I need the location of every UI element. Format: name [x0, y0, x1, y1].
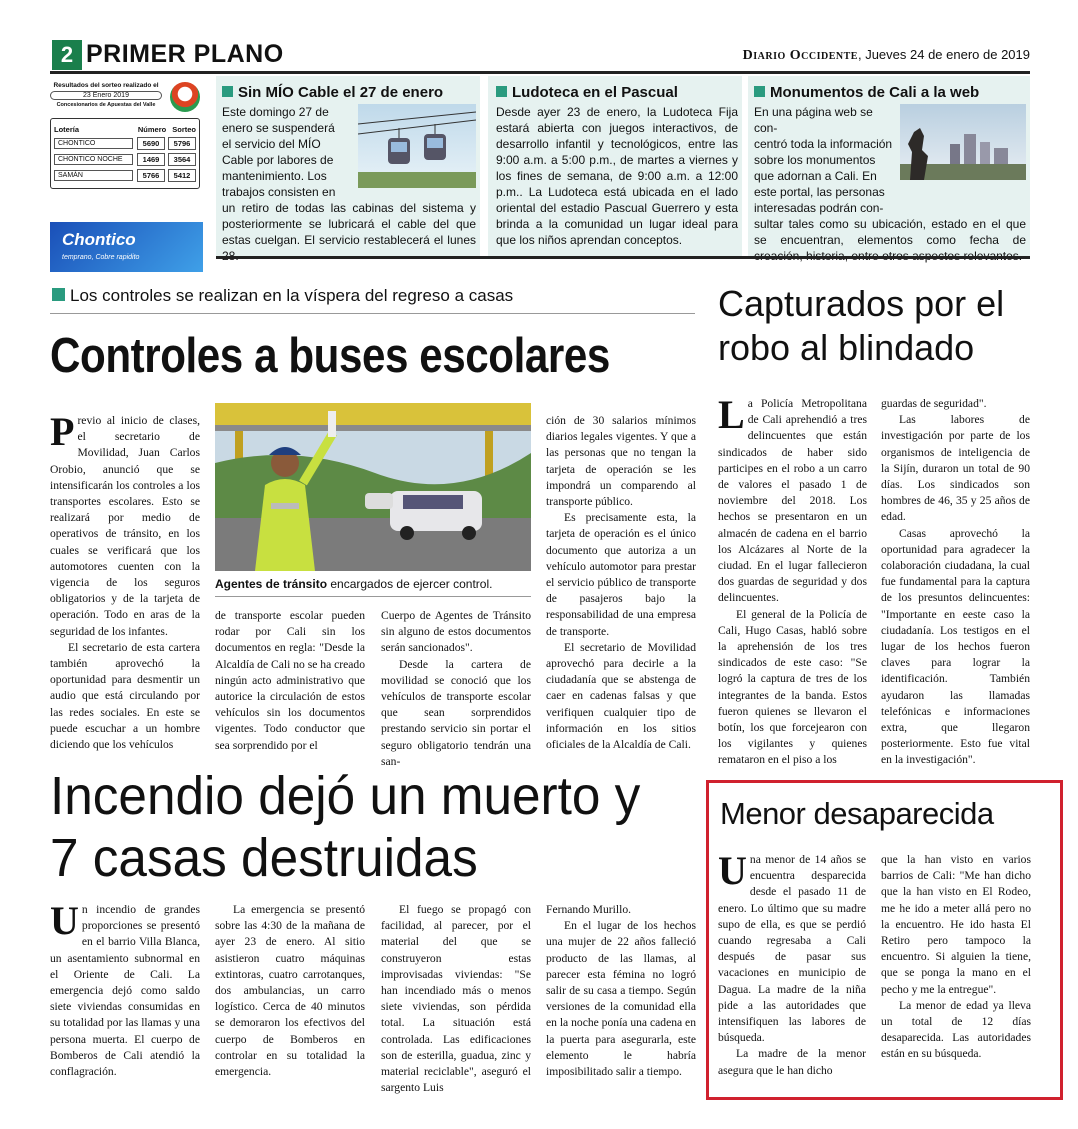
page-number: 2 — [52, 40, 82, 70]
col-numero: Número — [137, 125, 167, 134]
menor-col-2: que la han visto en varios barrios de Cali: "Me han dicho que la han visto en El Rodeo, me he ido a meter allá pero no la encuentro. He ido hasta El Retiro pero tampoco la encuentro. Si alguien la tiene, que se ponga la mano en el pecho y me la entregue". La menor de edad ya lleva un total de 12 días desaparecida. Las autoridades están en su búsqueda. — [881, 853, 1031, 1061]
section-title: PRIMER PLANO — [86, 40, 284, 68]
drop-cap: U — [50, 898, 79, 943]
issue-date: , Jueves 24 de enero de 2019 — [857, 47, 1030, 62]
buses-col-3: Cuerpo de Agentes de Tránsito sin alguno de estos documentos serán sancionados". Desde la cartera de movilidad se conoció que los vehículos de transporte escolar que sean sorprendidos prestando servicio sin portar el seguro obligatorio tendrán una san- — [381, 609, 531, 768]
strip-bottom-rule — [216, 256, 1030, 259]
incendio-col-4: Fernando Murillo. En el lugar de los hechos una mujer de 22 años falleció producto de las llamas, al parecer esta fémina no logró salir de su casa a tiempo. Según versiones de la comunidad ella en la noche ponía una cadena en la puerta para asegurarla, este elemento le habría imposibilitado salir a tiempo. — [546, 903, 696, 1079]
lottery-row: CHONTICO NOCHE 1469 3564 — [54, 153, 196, 166]
lottery-date: 23 Enero 2019 — [50, 91, 162, 100]
ad-brand: Chontico — [62, 230, 136, 249]
buses-col-4: ción de 30 salarios mínimos diarios legales vigentes. Y que a las personas que no tengan la tarjeta de operación se les impondrá un comparendo al transporte público. Es precisamente esta, la tarjeta de operación es el único documento que autoriza a un vehículo automotor para prestar el servicio público de transporte de pasajeros bajo la responsabilidad de una empresa de transporte. El secretario de Movilidad aprovechó para decirle a la ciudadanía que se abstenga de caer en cadenas falsas y que verifiquen cualquier tipo de información en los sitios oficiales de la Alcaldía de Cali. — [546, 414, 696, 752]
lottery-results — [50, 82, 200, 212]
brief-text: Este domingo 27 de enero se suspenderá el servicio del MÍO Cable por labores de mantenimiento. Los trabajos consisten en — [222, 105, 336, 199]
brief-monumentos — [748, 76, 1030, 256]
bullet-square-icon — [222, 86, 233, 97]
drop-cap: U — [718, 848, 747, 893]
bullet-square-icon — [496, 86, 507, 97]
menor-col-1: Una menor de 14 años se encuentra desparecida desde el pasado 11 de enero. Lo último que su madre supo de ella, es que se perdió cuando regresaba a Cali después de pasar sus vacaciones en municipio de Dagua. La madre de la niña pide a las autoridades que intensifiquen las labores de búsqueda. La madre de la menor asegura que le han dicho — [718, 848, 866, 1077]
masthead — [743, 47, 1030, 64]
lottery-row: SAMÁN 5766 5412 — [54, 169, 196, 182]
lottery-org: Concesionarios de Apuestas del Valle — [56, 102, 156, 108]
lottery-table — [50, 118, 200, 189]
chontico-ad[interactable] — [50, 222, 203, 272]
caption-rule — [215, 596, 531, 597]
buses-headline: Controles a buses escolares — [50, 329, 610, 383]
blindado-col-2: guardas de seguridad". Las labores de investigación por parte de los organismos de inteligencia de la Sijín, duraron un total de 90 días. Los sindicados son hombres de 46, 35 y 25 años de edad. Casas aprovechó la oportunidad para agradecer la colaboración ciudadana, la cual fue fundamental para la captura de los presuntos delincuentes: "Importante en eeste caso la ciudadanía. Los testigos en el lugar de los hechos fueron claves para lograr la identificación. También ayudaron las llamadas telefónicas e informaciones extra, que llegaron posteriormente. Esto fue vital en la investigación". — [881, 397, 1030, 767]
brief-title: Monumentos de Cali a la web — [770, 84, 980, 101]
brief-text: En una página web se con- centró toda la información sobre los monumentos que adornan a Cali. En este portal, las personas interesadas podrán con- — [754, 105, 893, 215]
ad-slogan: temprano, Cobre rapidito — [62, 254, 140, 261]
brief-text-cont: un retiro de todas las cabinas del sistema y posteriormente se lubricará el cable del que estas cuelgan. El servicio restablecerá el lunes — [222, 201, 476, 247]
traffic-agent-photo — [215, 403, 531, 571]
brief-text: Desde ayer 23 de enero, la Ludoteca Fija estará abierta con juegos interactivos, de desarrollo infantil y tecnológicos, entre las 9:00 a.m. a 5:00 p.m., de martes a viernes y los fines de semana, de 9:00 a.m. a 12:00 p.m.. La Ludoteca está ubicada en el lado oriental del estadio Pascual Guerrero y esta brinda a la comunidad un lugar ideal para que los niños aprendan conceptos. — [496, 105, 738, 247]
buses-kicker: Los controles se realizan en la víspera del regreso a casas — [52, 286, 513, 306]
buses-col-1: Previo al inicio de clases, el secretario de Movilidad, Juan Carlos Orobio, anunció que se intensificarán los controles a los transportes escolares. Esto se realizará por medio de operativos de tránsito, en los cuales se verificará que los automotores cuenten con la vigencia de los seguros obligatorios y de la tarjeta de operación. Todo en aras de la seguridad de los infantes. El secretario de esta cartera también aprovechó la oportunidad para desmentir un audio que está circulando por las redes sociales. En este se puede escuchar a un hombre diciendo que los vehículos — [50, 409, 200, 752]
cable-car-photo — [358, 104, 476, 188]
col-sorteo: Sorteo — [172, 125, 196, 134]
monument-photo — [900, 104, 1026, 180]
incendio-col-3: El fuego se propagó con facilidad, al parecer, por el material del que se construyeron estas improvisadas viviendas: "Se han incendiado más o menos siete viviendas, son pérdida total. La situación está controlada. Las edificaciones son de esterilla, guadua, zinc y material reciclable", aseguró el sargento Luis — [381, 903, 531, 1095]
menor-headline: Menor desaparecida — [720, 796, 994, 831]
paper-name: Diario Occidente — [742, 48, 858, 63]
bullet-square-icon — [52, 288, 65, 301]
kicker-rule — [50, 313, 695, 314]
photo-caption: Agentes de tránsito encargados de ejercer control. — [215, 577, 493, 591]
lottery-row: CHONTICO 5690 5796 — [54, 137, 196, 150]
col-loteria: Lotería — [54, 125, 80, 134]
incendio-col-2: La emergencia se presentó sobre las 4:30 de la mañana de ayer 23 de enero. Al sitio asistieron cuatro máquinas extintoras, cuatro carrotanques, dos ambulancias, un carro logístico. Cerca de 40 minutos se demoraron los efectivos del cuerpo de Bomberos en controlar en su totalidad la emergencia. — [215, 903, 365, 1079]
lottery-intro: Resultados del sorteo realizado el — [53, 82, 159, 89]
drop-cap: P — [50, 409, 75, 454]
drop-cap: L — [718, 392, 745, 437]
incendio-col-1: Un incendio de grandes proporciones se presentó en el barrio Villa Blanca, un asentamiento subnormal en el Oriente de Cali. La emergencia dejó como saldo siete viviendas consumidas en su totalidad por las llamas y una persona muerta. El cuerpo de Bomberos de Cali atendió la conflagración. — [50, 898, 200, 1079]
blindado-headline: Capturados por el robo al blindado — [718, 283, 1005, 368]
brief-ludoteca — [488, 76, 742, 256]
brief-title: Sin MÍO Cable el 27 de enero — [238, 84, 444, 101]
brief-mio — [216, 76, 480, 256]
brief-title: Ludoteca en el Pascual — [512, 84, 678, 101]
bullet-square-icon — [754, 86, 765, 97]
brief-text-cont: sultar tales como su ubicación, estado en el que se encuentran, elementos como fecha de — [754, 217, 1026, 247]
blindado-col-1: La Policía Metropolitana de Cali aprehendió a tres delincuentes que están sindicados de haber sido participes en el robo a un carro de valores el pasado 1 de noviembre del 2018. Los hechos se presentaron en un almacén de cadena en el barrio los Alcázares al Norte de la ciudad. En el lugar fallecieron dos guardas de seguridad y dos delincuentes. El general de la Policía de Cali, Hugo Casas, habló sobre la aprehensión de los tres sindicados de este caso: "Se logró la captura de tres de los integrantes de la banda. Estos fueron quienes se llevaron el botín, los que forcejearon con los vigilantes y quienes remataron en el piso a los — [718, 392, 867, 767]
juegos-logo-icon — [170, 82, 200, 112]
buses-col-2: de transporte escolar pueden rodar por Cali sin los documentos en regla: "Desde la Alcaldía de Cali no se ha creado ningún acto administrativo que autorice la circulación de estos vehículos sin los documentos vigentes. Todo conductor que sea sorprendido por el — [215, 609, 366, 752]
header-rule — [50, 71, 1030, 74]
incendio-headline: Incendio dejó un muerto y 7 casas destruidas — [50, 766, 641, 888]
